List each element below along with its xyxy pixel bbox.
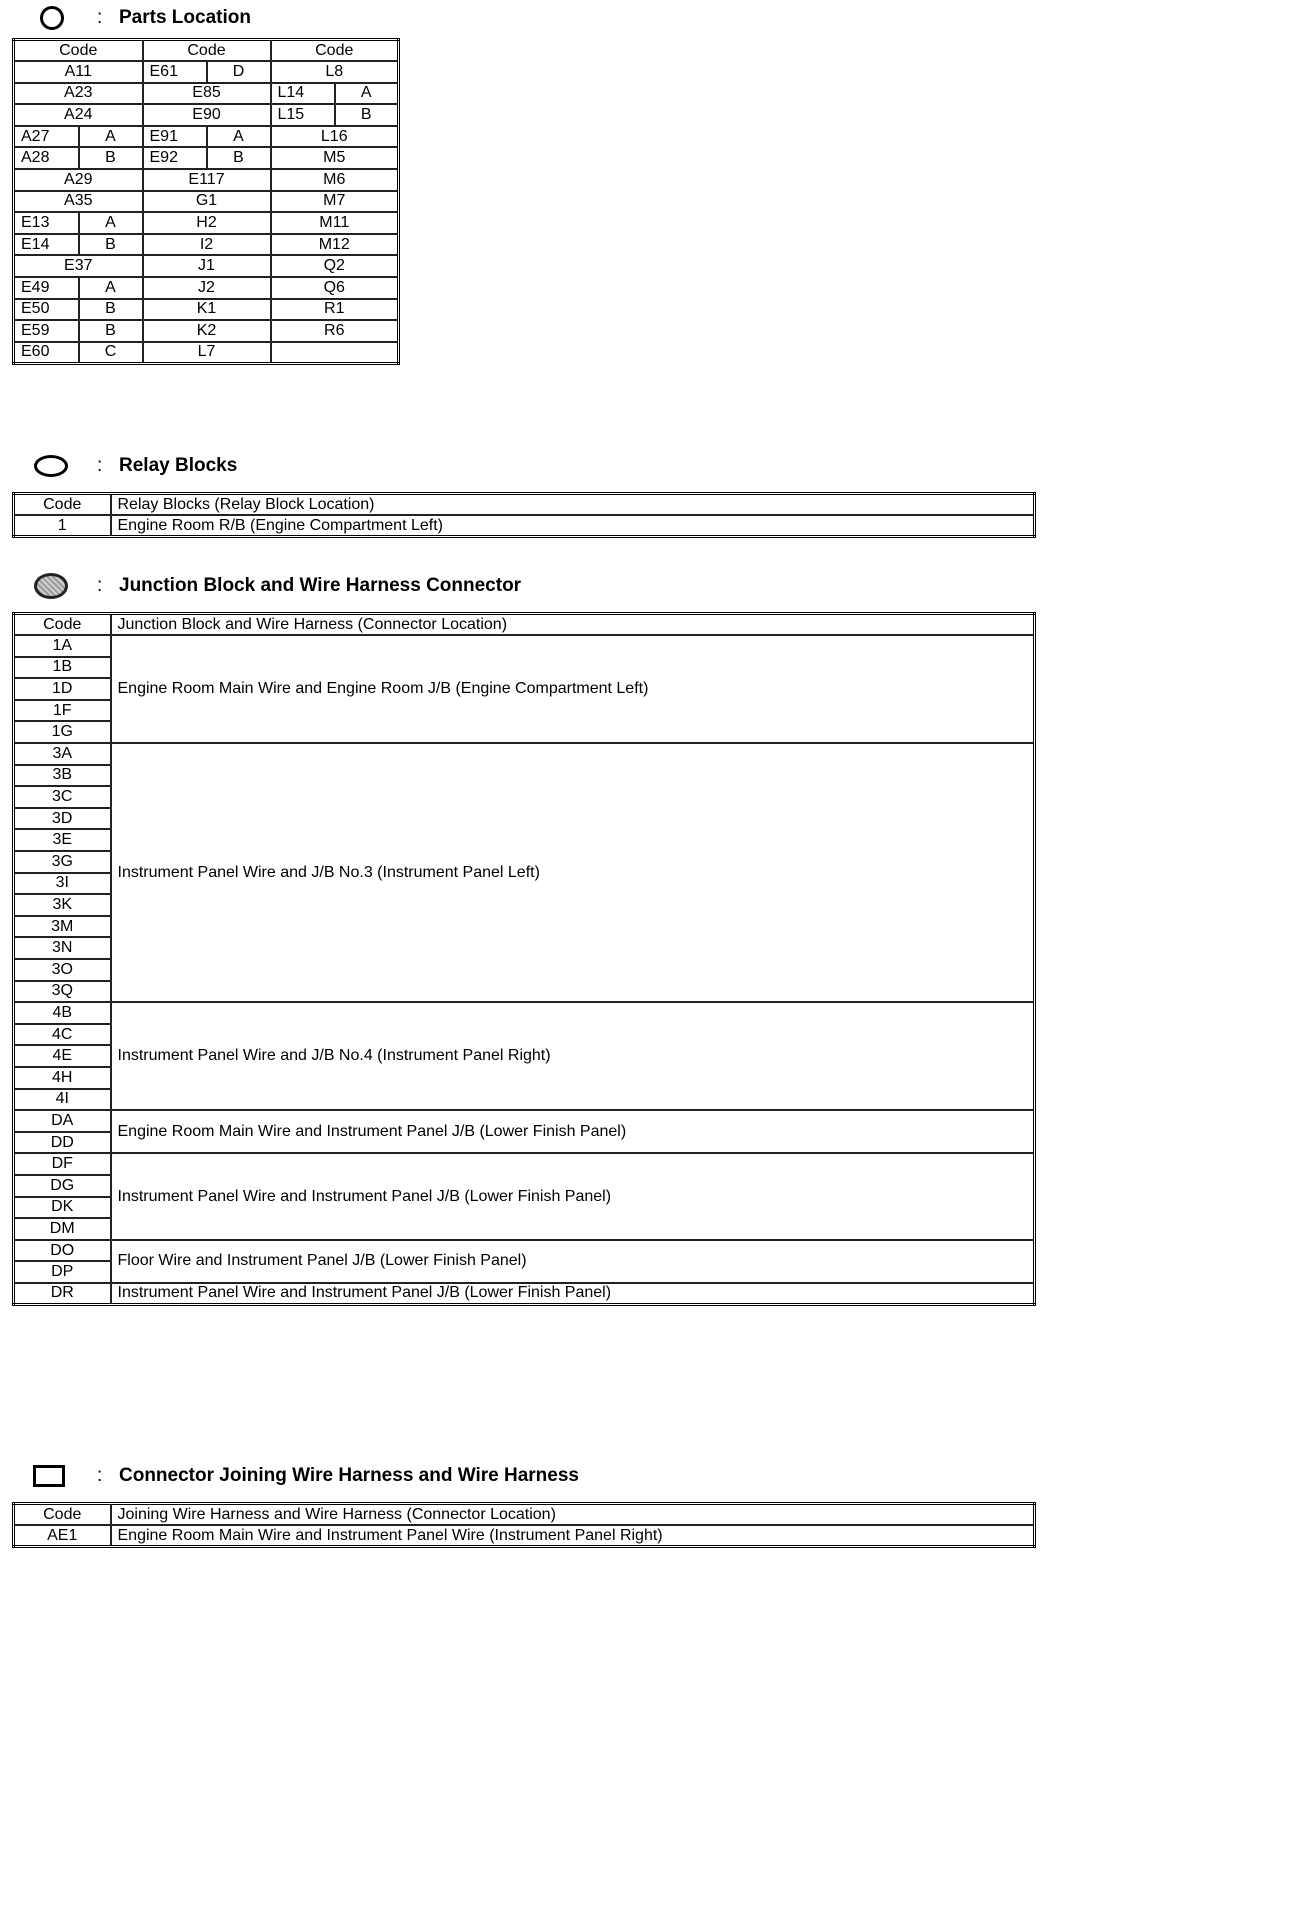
code-cell: 3B (14, 765, 111, 787)
code-cell: DF (14, 1153, 111, 1175)
code-cell: E50 (14, 299, 79, 321)
variant-cell: A (335, 83, 399, 105)
code-cell: DA (14, 1110, 111, 1132)
code-cell: 1D (14, 678, 111, 700)
table-row (14, 743, 1035, 765)
rectangle-icon (33, 1465, 65, 1487)
variant-cell: A (207, 126, 271, 148)
table-row (14, 299, 399, 321)
parts-location-header (0, 4, 400, 32)
table-header-row (14, 1504, 1035, 1526)
code-cell: A35 (14, 191, 143, 213)
code-cell: 1F (14, 700, 111, 722)
relay-blocks-header (0, 452, 400, 480)
section-title: Relay Blocks (119, 455, 238, 476)
location-cell: Engine Room Main Wire and Instrument Panel Wire (Instrument Panel Right) (111, 1525, 1035, 1547)
code-cell: R1 (271, 299, 399, 321)
code-cell: E61 (143, 61, 207, 83)
table-row (14, 104, 399, 126)
column-header: Code (143, 40, 271, 62)
variant-cell: D (207, 61, 271, 83)
table-row (14, 234, 399, 256)
location-column-header: Relay Blocks (Relay Block Location) (111, 494, 1035, 516)
table-header-row (14, 614, 1035, 636)
column-header: Code (14, 40, 143, 62)
code-cell: M11 (271, 212, 399, 234)
table-row (14, 255, 399, 277)
location-cell: Instrument Panel Wire and Instrument Panel J/B (Lower Finish Panel) (111, 1283, 1035, 1305)
code-cell: Q6 (271, 277, 399, 299)
code-cell: DK (14, 1197, 111, 1219)
junction-block-table (12, 612, 1036, 1306)
code-cell: 3I (14, 873, 111, 895)
code-cell: J1 (143, 255, 271, 277)
variant-cell: B (79, 147, 143, 169)
code-cell: 1 (14, 515, 111, 537)
code-cell: 3K (14, 894, 111, 916)
code-cell: 1A (14, 635, 111, 657)
circle-icon (40, 6, 64, 30)
variant-cell: A (79, 212, 143, 234)
relay-blocks-table (12, 492, 1036, 538)
code-cell: 4B (14, 1002, 111, 1024)
table-row (14, 515, 1035, 537)
code-cell: 3C (14, 786, 111, 808)
code-cell: E117 (143, 169, 271, 191)
code-cell: E14 (14, 234, 79, 256)
section-title: Junction Block and Wire Harness Connector (119, 575, 522, 596)
table-row (14, 212, 399, 234)
code-cell: 4I (14, 1089, 111, 1111)
code-column-header: Code (14, 614, 111, 636)
code-cell: DR (14, 1283, 111, 1305)
table-row (14, 1002, 1035, 1024)
header-colon: : (97, 7, 103, 28)
code-cell: Q2 (271, 255, 399, 277)
code-cell: 3D (14, 808, 111, 830)
table-row (14, 277, 399, 299)
table-row (14, 83, 399, 105)
code-cell: K1 (143, 299, 271, 321)
connector-joining-table (12, 1502, 1036, 1548)
section-title: Parts Location (119, 7, 251, 28)
code-cell (271, 342, 399, 364)
code-cell: K2 (143, 320, 271, 342)
variant-cell: A (79, 277, 143, 299)
table-row (14, 320, 399, 342)
code-column-header: Code (14, 494, 111, 516)
table-row (14, 61, 399, 83)
section-title: Connector Joining Wire Harness and Wire Harness (119, 1465, 579, 1486)
table-header-row (14, 494, 1035, 516)
code-cell: 1B (14, 657, 111, 679)
table-row (14, 191, 399, 213)
code-cell: DO (14, 1240, 111, 1262)
location-cell: Engine Room Main Wire and Engine Room J/B (Engine Compartment Left) (111, 635, 1035, 743)
code-cell: 3O (14, 959, 111, 981)
table-row (14, 1525, 1035, 1547)
code-cell: E37 (14, 255, 143, 277)
code-cell: E59 (14, 320, 79, 342)
table-row (14, 342, 399, 364)
code-cell: A24 (14, 104, 143, 126)
code-cell: 3Q (14, 981, 111, 1003)
variant-cell: A (79, 126, 143, 148)
location-cell: Engine Room Main Wire and Instrument Panel J/B (Lower Finish Panel) (111, 1110, 1035, 1153)
code-cell: AE1 (14, 1525, 111, 1547)
code-cell: A27 (14, 126, 79, 148)
variant-cell: B (79, 234, 143, 256)
code-cell: E91 (143, 126, 207, 148)
oval-icon (34, 455, 68, 477)
code-cell: L16 (271, 126, 399, 148)
code-cell: L14 (271, 83, 335, 105)
code-column-header: Code (14, 1504, 111, 1526)
code-cell: A11 (14, 61, 143, 83)
variant-cell: C (79, 342, 143, 364)
variant-cell: B (335, 104, 399, 126)
code-cell: R6 (271, 320, 399, 342)
code-cell: 4H (14, 1067, 111, 1089)
code-cell: H2 (143, 212, 271, 234)
header-colon: : (97, 1465, 103, 1486)
code-cell: 1G (14, 721, 111, 743)
connector-joining-header (0, 1462, 700, 1490)
code-cell: DM (14, 1218, 111, 1240)
table-row (14, 126, 399, 148)
code-cell: M6 (271, 169, 399, 191)
code-cell: 3N (14, 937, 111, 959)
code-cell: M5 (271, 147, 399, 169)
code-cell: 3A (14, 743, 111, 765)
variant-cell: B (79, 299, 143, 321)
location-cell: Floor Wire and Instrument Panel J/B (Lower Finish Panel) (111, 1240, 1035, 1283)
table-row (14, 169, 399, 191)
code-cell: M12 (271, 234, 399, 256)
table-header-row (14, 40, 399, 62)
location-column-header: Joining Wire Harness and Wire Harness (Connector Location) (111, 1504, 1035, 1526)
table-row (14, 1240, 1035, 1262)
code-cell: DP (14, 1261, 111, 1283)
code-cell: A23 (14, 83, 143, 105)
location-cell: Instrument Panel Wire and J/B No.3 (Instrument Panel Left) (111, 743, 1035, 1002)
code-cell: L8 (271, 61, 399, 83)
code-cell: I2 (143, 234, 271, 256)
code-cell: E60 (14, 342, 79, 364)
location-cell: Instrument Panel Wire and Instrument Panel J/B (Lower Finish Panel) (111, 1153, 1035, 1239)
location-cell: Instrument Panel Wire and J/B No.4 (Instrument Panel Right) (111, 1002, 1035, 1110)
table-row (14, 1153, 1035, 1175)
column-header: Code (271, 40, 399, 62)
code-cell: DD (14, 1132, 111, 1154)
table-row (14, 1110, 1035, 1132)
code-cell: G1 (143, 191, 271, 213)
code-cell: A28 (14, 147, 79, 169)
code-cell: 4E (14, 1045, 111, 1067)
code-cell: E13 (14, 212, 79, 234)
location-cell: Engine Room R/B (Engine Compartment Left) (111, 515, 1035, 537)
parts-location-table (12, 38, 400, 365)
code-cell: 4C (14, 1024, 111, 1046)
variant-cell: B (79, 320, 143, 342)
code-cell: A29 (14, 169, 143, 191)
shaded-oval-icon (34, 573, 68, 599)
variant-cell: B (207, 147, 271, 169)
junction-block-header (0, 572, 700, 600)
code-cell: L15 (271, 104, 335, 126)
table-row (14, 1283, 1035, 1305)
code-cell: E85 (143, 83, 271, 105)
code-cell: L7 (143, 342, 271, 364)
code-cell: J2 (143, 277, 271, 299)
code-cell: E92 (143, 147, 207, 169)
code-cell: E49 (14, 277, 79, 299)
code-cell: DG (14, 1175, 111, 1197)
code-cell: 3G (14, 851, 111, 873)
code-cell: 3M (14, 916, 111, 938)
code-cell: M7 (271, 191, 399, 213)
table-row (14, 147, 399, 169)
table-row (14, 635, 1035, 657)
header-colon: : (97, 575, 103, 596)
location-column-header: Junction Block and Wire Harness (Connector Location) (111, 614, 1035, 636)
code-cell: E90 (143, 104, 271, 126)
code-cell: 3E (14, 829, 111, 851)
header-colon: : (97, 455, 103, 476)
